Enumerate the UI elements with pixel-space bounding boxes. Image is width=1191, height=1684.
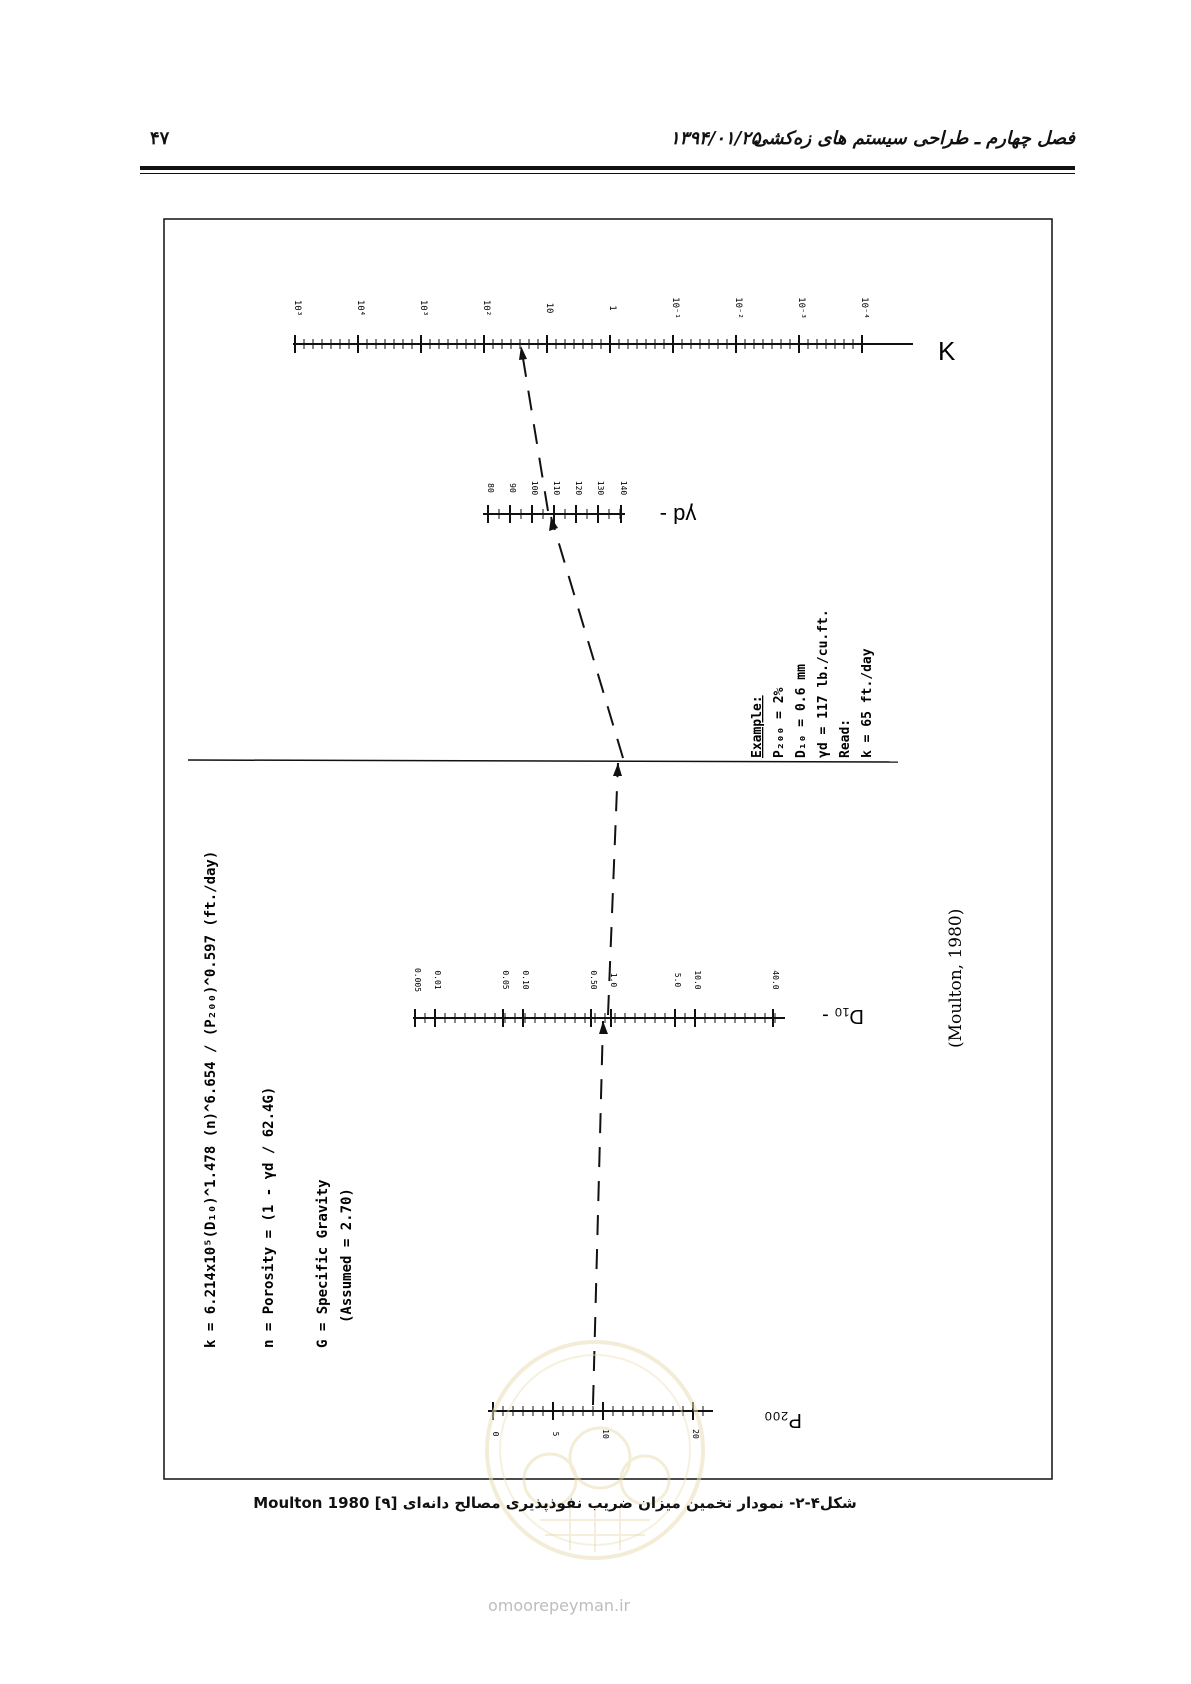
p200-tick-label: 20: [691, 1429, 700, 1439]
p200-tick-label: 10: [601, 1429, 610, 1439]
formula-g: G = Specific Gravity: [315, 1179, 331, 1348]
k-tick-label: 10: [544, 302, 554, 314]
turning-line: [188, 760, 898, 762]
d10-scale: [413, 968, 864, 1027]
d10-tick-label: 0.01: [433, 970, 442, 990]
k-tick-label: 1: [607, 305, 617, 311]
example-title: Example:: [750, 695, 765, 758]
header-date: ۱۳۹۴/۰۱/۲۵: [670, 128, 761, 149]
p200-tick-label: 0: [491, 1431, 500, 1437]
d10-tick-label: 0.005: [413, 967, 422, 993]
gamma-tick-label: 130: [596, 480, 605, 496]
k-tick-label: 10⁴: [355, 299, 365, 317]
formula-g-assumed: (Assumed = 2.70): [339, 1188, 355, 1323]
k-scale: [292, 297, 956, 366]
nomograph-figure: [163, 218, 1053, 1480]
k-tick-label: 10⁻⁴: [859, 297, 869, 319]
watermark-url: omoorepeyman.ir: [488, 1596, 631, 1615]
header-rule-thin: [140, 173, 1075, 174]
gamma-tick-label: 110: [552, 480, 561, 496]
formula-n: n = Porosity = (1 - γd / 62.4G): [261, 1086, 277, 1348]
example-k: k = 65 ft./day: [860, 648, 875, 758]
d10-tick-label: 1.0: [609, 972, 618, 988]
p200-tick-label: 5: [551, 1431, 560, 1437]
figure-frame: [164, 219, 1052, 1479]
d10-tick-label: 0.05: [501, 970, 510, 990]
k-scale-label: K: [938, 336, 956, 366]
page-number: ۴۷: [150, 128, 170, 149]
k-tick-label: 10³: [418, 299, 428, 317]
page-header: [140, 128, 1075, 154]
k-tick-labels: [292, 297, 869, 319]
d10-tick-label: 0.10: [521, 970, 530, 990]
arrowhead-d10: [599, 1021, 608, 1034]
example-p200: P₂₀₀ = 2%: [772, 687, 787, 758]
d10-tick-labels: [413, 968, 780, 992]
d10-scale-label: D₁₀ -: [822, 1005, 864, 1027]
path-arrowheads: [519, 346, 622, 1034]
formula-k: k = 6.214x10⁵(D₁₀)^1.478 (n)^6.654 / (P₂₀₀)^0.597 (ft./day): [203, 850, 219, 1348]
k-tick-label: 10⁻³: [796, 297, 806, 319]
d10-tick-label: 5.0: [673, 972, 682, 988]
header-rule-thick: [140, 166, 1075, 170]
gamma-scale: [483, 481, 696, 528]
k-tick-label: 10²: [481, 299, 491, 317]
d10-tick-label: 40.0: [771, 970, 780, 990]
formula-block: [203, 851, 355, 1348]
figure-source: (Moulton, 1980): [946, 908, 966, 1048]
gamma-tick-label: 120: [574, 480, 583, 496]
k-tick-label: 10⁻²: [733, 297, 743, 319]
d10-tick-label: 10.0: [693, 970, 702, 990]
example-reading-path: [521, 346, 623, 1405]
gamma-tick-label: 90: [508, 483, 517, 493]
figure-caption: شکل۴-۲- نمودار تخمین میزان ضریب نفوذپذیری مصالح دانه‌ای Moulton 1980 [۹]: [253, 1494, 857, 1512]
gamma-tick-label: 100: [530, 480, 539, 496]
arrowhead-turning: [613, 763, 622, 776]
d10-tick-label: 0.50: [589, 970, 598, 990]
gamma-tick-labels: [486, 481, 628, 496]
path-segment-turning-gamma: [551, 517, 623, 758]
gamma-tick-label: 80: [486, 483, 495, 493]
example-read: Read:: [838, 718, 853, 758]
example-d10: D₁₀ = 0.6 mm: [794, 664, 809, 758]
gamma-tick-label: 140: [619, 480, 628, 496]
example-block: [750, 609, 875, 758]
chapter-title: فصل چهارم ـ طراحی سیستم های زه‌کشی: [753, 128, 1075, 149]
seal-grid-icon: [540, 1505, 650, 1552]
watermark-seal: [480, 1330, 710, 1570]
p200-scale-label: P₂₀₀: [764, 1409, 802, 1431]
example-gamma: γd = 117 lb./cu.ft.: [816, 609, 831, 758]
k-tick-label: 10⁻¹: [670, 297, 680, 319]
gamma-scale-label: γd -: [659, 503, 697, 528]
k-tick-label: 10³: [292, 299, 302, 317]
